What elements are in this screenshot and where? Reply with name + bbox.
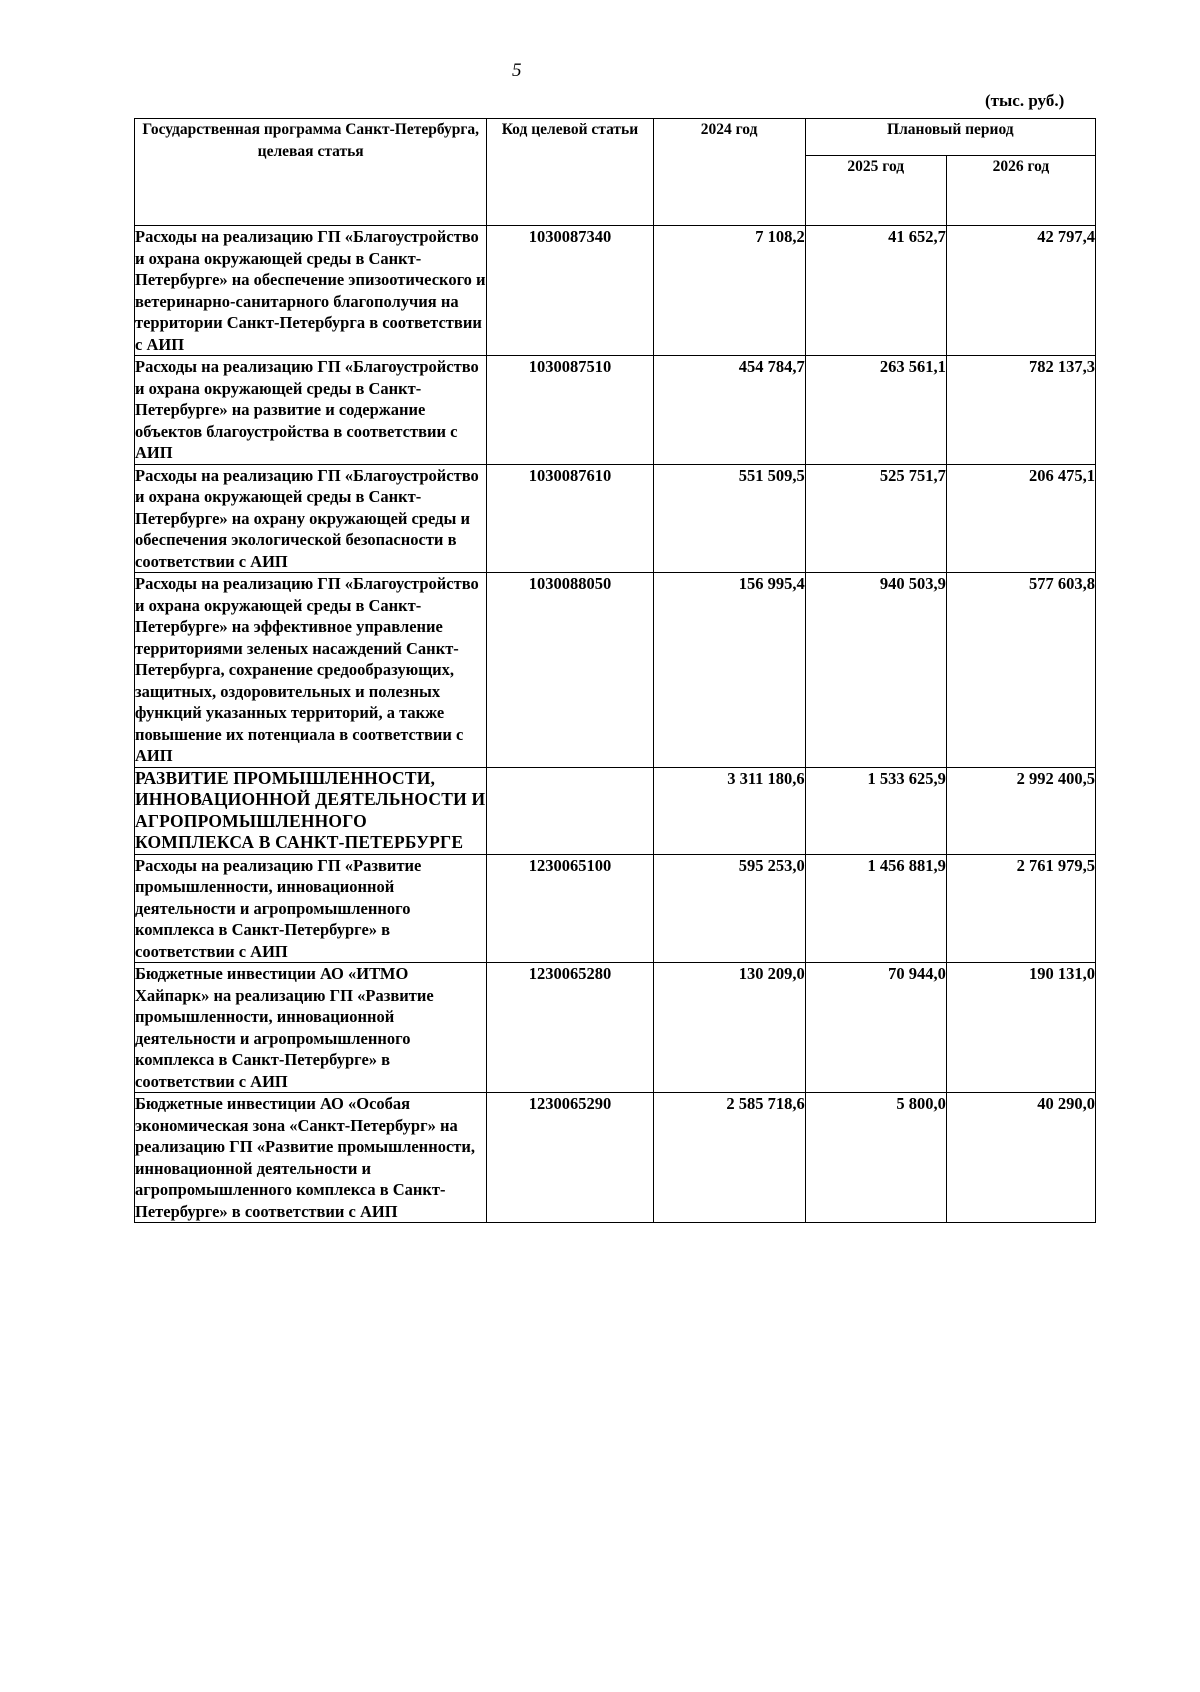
header-program: Государственная программа Санкт-Петербурга, целевая статья [135, 119, 487, 226]
row-value-2026: 2 992 400,5 [946, 767, 1095, 854]
row-value-2025: 41 652,7 [805, 226, 946, 356]
table-row [135, 1093, 1096, 1223]
row-value-2026: 782 137,3 [946, 356, 1095, 465]
row-program-name: Бюджетные инвестиции АО «ИТМО Хайпарк» на реализацию ГП «Развитие промышленности, инновационной деятельности и агропромышленного комплекса в Санкт-Петербурге» в соответствии с АИП [135, 963, 487, 1093]
units-label: (тыс. руб.) [985, 91, 1065, 110]
table-row-section [135, 767, 1096, 854]
row-value-2026: 577 603,8 [946, 573, 1095, 768]
row-program-name: Расходы на реализацию ГП «Благоустройство и охрана окружающей среды в Санкт-Петербурге» на эффективное управление территориями зеленых насаждений Санкт-Петербурга, сохранение средообразующих, защитных, оздоровительных и полезных функций указанных территорий, а также повышение их потенциала в соответствии с АИП [135, 573, 487, 768]
row-code: 1230065280 [487, 963, 653, 1093]
row-value-2025: 5 800,0 [805, 1093, 946, 1223]
table-row [135, 573, 1096, 768]
row-value-2026: 190 131,0 [946, 963, 1095, 1093]
row-code: 1230065100 [487, 854, 653, 963]
row-value-2024: 7 108,2 [653, 226, 805, 356]
row-section-name: РАЗВИТИЕ ПРОМЫШЛЕННОСТИ, ИННОВАЦИОННОЙ ДЕЯТЕЛЬНОСТИ И АГРОПРОМЫШЛЕННОГО КОМПЛЕКСА В САНКТ-ПЕТЕРБУРГЕ [135, 767, 486, 852]
row-value-2025: 1 533 625,9 [805, 767, 946, 854]
row-code: 1030088050 [487, 573, 653, 768]
row-code: 1030087340 [487, 226, 653, 356]
row-code [487, 767, 653, 854]
row-value-2025: 70 944,0 [805, 963, 946, 1093]
table-row [135, 464, 1096, 573]
header-year-2025: 2025 год [805, 156, 946, 226]
table-row [135, 854, 1096, 963]
table-row [135, 226, 1096, 356]
header-planned-period: Плановый период [805, 119, 1095, 156]
row-value-2024: 3 311 180,6 [653, 767, 805, 854]
row-program-name: Расходы на реализацию ГП «Благоустройство и охрана окружающей среды в Санкт-Петербурге» на развитие и содержание объектов благоустройства в соответствии с АИП [135, 356, 487, 465]
row-program-name: Расходы на реализацию ГП «Благоустройство и охрана окружающей среды в Санкт-Петербурге» на охрану окружающей среды и обеспечения экологической безопасности в соответствии с АИП [135, 464, 487, 573]
row-value-2024: 130 209,0 [653, 963, 805, 1093]
header-year-2024: 2024 год [653, 119, 805, 226]
row-value-2026: 42 797,4 [946, 226, 1095, 356]
row-value-2026: 2 761 979,5 [946, 854, 1095, 963]
row-value-2025: 1 456 881,9 [805, 854, 946, 963]
page-number: 5 [512, 60, 522, 81]
table-row [135, 963, 1096, 1093]
row-value-2026: 206 475,1 [946, 464, 1095, 573]
row-program-name: Расходы на реализацию ГП «Благоустройство и охрана окружающей среды в Санкт-Петербурге» на обеспечение эпизоотического и ветеринарно-санитарного благополучия на территории Санкт-Петербурга в соответствии с АИП [135, 227, 486, 354]
row-program-name: Расходы на реализацию ГП «Развитие промышленности, инновационной деятельности и агропромышленного комплекса в Санкт-Петербурге» в соответствии с АИП [135, 854, 487, 963]
table-row [135, 356, 1096, 465]
row-code: 1030087510 [487, 356, 653, 465]
row-value-2024: 595 253,0 [653, 854, 805, 963]
row-value-2025: 525 751,7 [805, 464, 946, 573]
row-value-2024: 454 784,7 [653, 356, 805, 465]
header-row-top [135, 119, 1096, 156]
header-code: Код целевой статьи [487, 119, 653, 226]
row-value-2025: 263 561,1 [805, 356, 946, 465]
header-year-2026: 2026 год [946, 156, 1095, 226]
row-code: 1030087610 [487, 464, 653, 573]
row-value-2026: 40 290,0 [946, 1093, 1095, 1223]
row-value-2024: 156 995,4 [653, 573, 805, 768]
row-code: 1230065290 [487, 1093, 653, 1223]
row-program-name: Бюджетные инвестиции АО «Особая экономическая зона «Санкт-Петербург» на реализацию ГП «Развитие промышленности, инновационной деятельности и агропромышленного комплекса в Санкт-Петербурге» в соответствии с АИП [135, 1093, 487, 1223]
row-value-2024: 551 509,5 [653, 464, 805, 573]
budget-table [134, 118, 1096, 1223]
row-value-2025: 940 503,9 [805, 573, 946, 768]
row-value-2024: 2 585 718,6 [653, 1093, 805, 1223]
